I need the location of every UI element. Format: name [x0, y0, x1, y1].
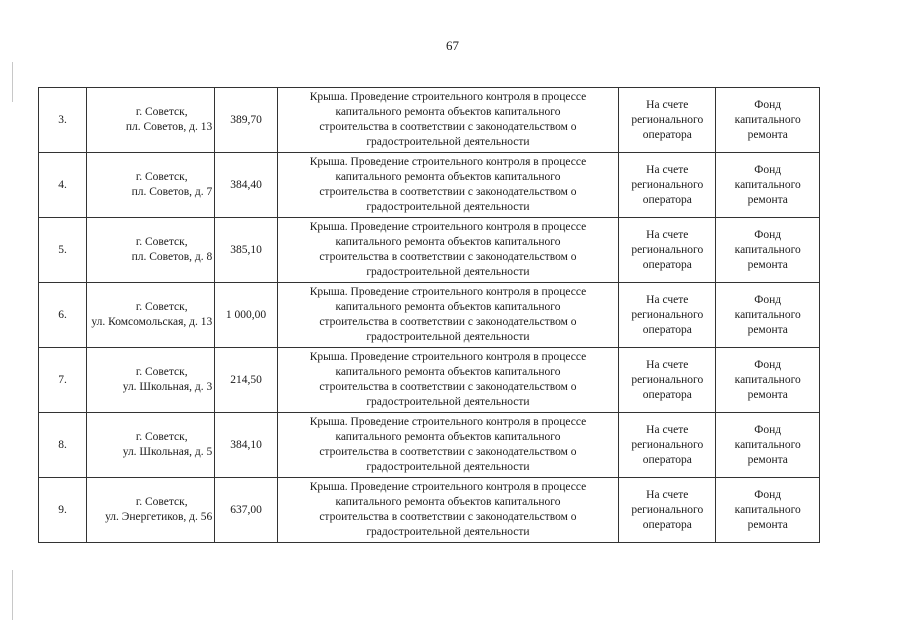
table-row	[39, 153, 820, 218]
fund-location-line: На счете	[646, 423, 689, 436]
row-number: 6.	[58, 308, 67, 321]
fund-location-line: оператора	[642, 518, 692, 531]
table-row	[39, 478, 820, 543]
fund-location-line: регионального	[631, 438, 704, 451]
area-cell	[215, 283, 278, 348]
funding-source-cell	[716, 88, 820, 153]
work-description-line: строительства в соответствии с законодательством о	[319, 316, 577, 328]
work-description-line: капитального ремонта объектов капитального	[335, 301, 561, 313]
fund-location-cell	[619, 478, 716, 543]
address-street: пл. Советов, д. 13	[125, 121, 213, 133]
fund-location-line: оператора	[642, 258, 692, 271]
work-description-line: Крыша. Проведение строительного контроля в процессе	[309, 416, 587, 428]
work-description-line: градостроительной деятельности	[366, 136, 530, 148]
work-description-line: градостроительной деятельности	[366, 201, 530, 213]
address-city: г. Советск,	[135, 301, 188, 313]
table-body	[39, 88, 820, 543]
funding-source-cell	[716, 478, 820, 543]
area-cell	[215, 153, 278, 218]
funding-source-line: Фонд	[754, 98, 782, 111]
address-cell	[87, 348, 215, 413]
scan-edge-mark	[12, 62, 13, 102]
fund-location-line: На счете	[646, 228, 689, 241]
area-value: 384,40	[230, 178, 262, 191]
address-street: ул. Энергетиков, д. 56	[105, 511, 213, 523]
funding-source-line: капитального	[734, 243, 801, 256]
funding-source-line: Фонд	[754, 293, 782, 306]
fund-location-cell	[619, 348, 716, 413]
area-value: 389,70	[230, 113, 262, 126]
area-value: 1 000,00	[225, 308, 267, 321]
fund-location-line: На счете	[646, 358, 689, 371]
fund-location-cell	[619, 218, 716, 283]
funding-source-line: ремонта	[747, 518, 788, 531]
funding-source-line: капитального	[734, 373, 801, 386]
row-number-cell	[39, 218, 87, 283]
table-row	[39, 348, 820, 413]
area-value: 384,10	[230, 438, 262, 451]
work-description-cell	[277, 413, 618, 478]
funding-source-line: капитального	[734, 438, 801, 451]
funding-source-line: ремонта	[747, 128, 788, 141]
funding-source-line: Фонд	[754, 358, 782, 371]
work-description-cell	[277, 283, 618, 348]
funding-source-line: Фонд	[754, 488, 782, 501]
fund-location-line: На счете	[646, 488, 689, 501]
row-number: 7.	[58, 373, 67, 386]
page-number: 67	[446, 38, 459, 53]
work-description-line: Крыша. Проведение строительного контроля в процессе	[309, 286, 587, 298]
work-description-line: Крыша. Проведение строительного контроля в процессе	[309, 221, 587, 233]
address-cell	[87, 218, 215, 283]
address-street: ул. Комсомольская, д. 13	[91, 316, 213, 328]
funding-source-cell	[716, 153, 820, 218]
fund-location-line: оператора	[642, 193, 692, 206]
funding-source-line: капитального	[734, 178, 801, 191]
row-number: 9.	[58, 503, 67, 516]
funding-source-line: ремонта	[747, 453, 788, 466]
funding-source-cell	[716, 283, 820, 348]
fund-location-line: оператора	[642, 323, 692, 336]
area-value: 214,50	[230, 373, 262, 386]
address-city: г. Советск,	[135, 236, 188, 248]
area-cell	[215, 478, 278, 543]
funding-source-line: Фонд	[754, 228, 782, 241]
work-description-line: градостроительной деятельности	[366, 266, 530, 278]
address-street: пл. Советов, д. 8	[131, 251, 213, 263]
fund-location-cell	[619, 153, 716, 218]
work-description-line: капитального ремонта объектов капитального	[335, 366, 561, 378]
work-description-line: капитального ремонта объектов капитального	[335, 431, 561, 443]
row-number-cell	[39, 348, 87, 413]
fund-location-cell	[619, 283, 716, 348]
funding-source-line: ремонта	[747, 323, 788, 336]
funding-source-cell	[716, 348, 820, 413]
work-description-cell	[277, 478, 618, 543]
row-number-cell	[39, 478, 87, 543]
address-street: пл. Советов, д. 7	[131, 186, 213, 198]
funding-source-line: ремонта	[747, 388, 788, 401]
row-number: 3.	[58, 113, 67, 126]
row-number-cell	[39, 283, 87, 348]
fund-location-line: оператора	[642, 453, 692, 466]
work-description-cell	[277, 88, 618, 153]
address-cell	[87, 413, 215, 478]
area-cell	[215, 88, 278, 153]
funding-source-line: капитального	[734, 503, 801, 516]
funding-source-line: Фонд	[754, 163, 782, 176]
address-city: г. Советск,	[135, 366, 188, 378]
funding-source-line: капитального	[734, 113, 801, 126]
area-cell	[215, 218, 278, 283]
funding-source-cell	[716, 218, 820, 283]
fund-location-line: регионального	[631, 308, 704, 321]
work-description-line: градостроительной деятельности	[366, 526, 530, 538]
address-street: ул. Школьная, д. 3	[122, 381, 213, 393]
table-row	[39, 283, 820, 348]
address-street: ул. Школьная, д. 5	[122, 446, 213, 458]
work-table	[38, 87, 820, 543]
work-description-line: Крыша. Проведение строительного контроля в процессе	[309, 156, 587, 168]
fund-location-line: На счете	[646, 163, 689, 176]
work-description-line: градостроительной деятельности	[366, 331, 530, 343]
work-description-line: капитального ремонта объектов капитального	[335, 171, 561, 183]
work-description-line: строительства в соответствии с законодательством о	[319, 511, 577, 523]
area-value: 385,10	[230, 243, 262, 256]
funding-source-line: Фонд	[754, 423, 782, 436]
work-description-line: Крыша. Проведение строительного контроля в процессе	[309, 351, 587, 363]
fund-location-line: регионального	[631, 178, 704, 191]
work-description-line: капитального ремонта объектов капитального	[335, 496, 561, 508]
address-city: г. Советск,	[135, 431, 188, 443]
table-row	[39, 88, 820, 153]
work-description-line: градостроительной деятельности	[366, 461, 530, 473]
scan-edge-mark	[12, 570, 13, 620]
funding-source-cell	[716, 413, 820, 478]
table-row	[39, 218, 820, 283]
row-number: 8.	[58, 438, 67, 451]
address-cell	[87, 478, 215, 543]
row-number-cell	[39, 88, 87, 153]
funding-source-line: ремонта	[747, 258, 788, 271]
work-description-line: Крыша. Проведение строительного контроля в процессе	[309, 481, 587, 493]
fund-location-line: регионального	[631, 503, 704, 516]
work-description-cell	[277, 218, 618, 283]
work-description-line: градостроительной деятельности	[366, 396, 530, 408]
work-description-cell	[277, 348, 618, 413]
row-number-cell	[39, 153, 87, 218]
work-description-line: строительства в соответствии с законодательством о	[319, 251, 577, 263]
work-description-line: капитального ремонта объектов капитального	[335, 106, 561, 118]
address-city: г. Советск,	[135, 106, 188, 118]
work-description-cell	[277, 153, 618, 218]
fund-location-line: регионального	[631, 113, 704, 126]
fund-location-line: регионального	[631, 243, 704, 256]
area-cell	[215, 348, 278, 413]
funding-source-line: ремонта	[747, 193, 788, 206]
work-description-line: строительства в соответствии с законодательством о	[319, 446, 577, 458]
table-row	[39, 413, 820, 478]
address-cell	[87, 88, 215, 153]
row-number: 5.	[58, 243, 67, 256]
fund-location-line: оператора	[642, 128, 692, 141]
area-value: 637,00	[230, 503, 262, 516]
fund-location-line: регионального	[631, 373, 704, 386]
fund-location-cell	[619, 88, 716, 153]
work-description-line: строительства в соответствии с законодательством о	[319, 121, 577, 133]
address-city: г. Советск,	[135, 496, 188, 508]
work-description-line: строительства в соответствии с законодательством о	[319, 186, 577, 198]
row-number: 4.	[58, 178, 67, 191]
funding-source-line: капитального	[734, 308, 801, 321]
row-number-cell	[39, 413, 87, 478]
fund-location-line: оператора	[642, 388, 692, 401]
work-description-line: строительства в соответствии с законодательством о	[319, 381, 577, 393]
work-description-line: Крыша. Проведение строительного контроля в процессе	[309, 91, 587, 103]
area-cell	[215, 413, 278, 478]
fund-location-cell	[619, 413, 716, 478]
fund-location-line: На счете	[646, 293, 689, 306]
address-city: г. Советск,	[135, 171, 188, 183]
address-cell	[87, 153, 215, 218]
address-cell	[87, 283, 215, 348]
fund-location-line: На счете	[646, 98, 689, 111]
work-description-line: капитального ремонта объектов капитального	[335, 236, 561, 248]
